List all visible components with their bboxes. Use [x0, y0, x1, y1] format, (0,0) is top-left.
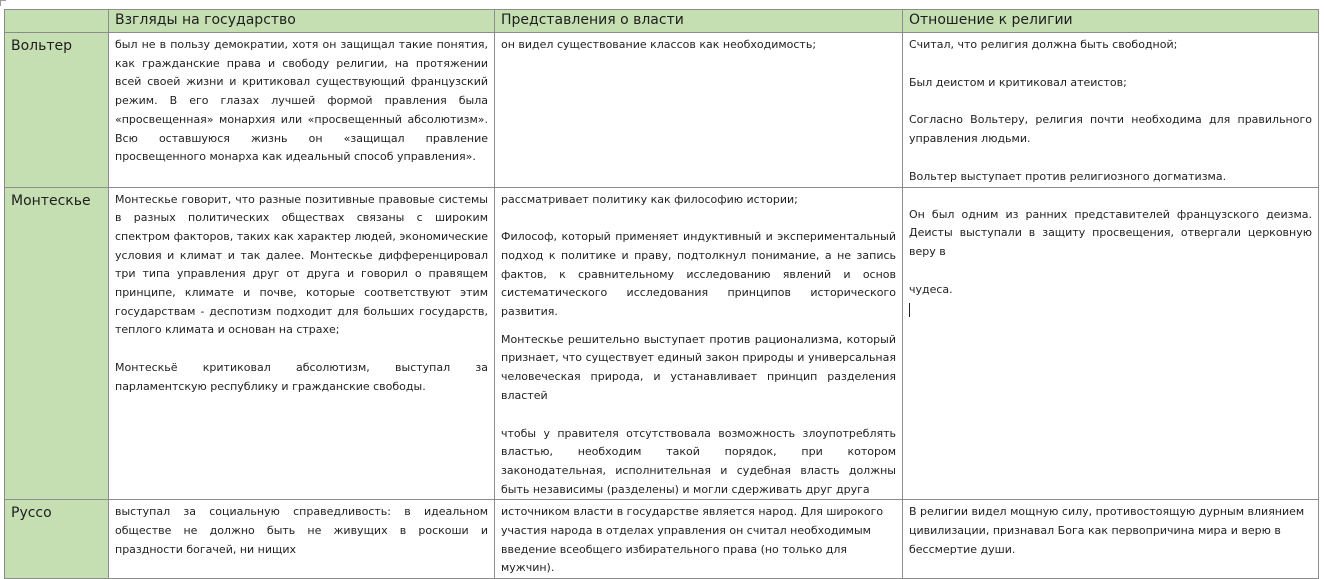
cell-paragraph: Вольтер выступает против религиозного догматизма.	[909, 169, 1227, 183]
philosophers-table	[4, 9, 1319, 579]
cell-rousseau-power[interactable]	[495, 500, 903, 579]
row-label-rousseau[interactable]: Руссо	[5, 500, 109, 579]
cell-voltaire-state[interactable]	[109, 33, 495, 188]
cell-voltaire-power[interactable]	[495, 33, 903, 188]
header-power-views[interactable]: Представления о власти	[495, 10, 903, 33]
cell-paragraph: чтобы у правителя отсутствовала возможность злоупотреблять властью, необходим такой порядок, при котором законодательная, исполнительная и судебная власть должны быть независимы (разделены) и могли сдерживать друг друга	[501, 426, 896, 496]
cell-paragraph: Монтескье говорит, что разные позитивные правовые системы в разных политических обществах связаны с широким спектром факторов, таких как характер людей, экономические условия и климат и так далее. Монтескье дифференцировал три типа управления друг от друга и говорил о правящем принципе, климате и почве, которые соответствуют этим государствам - деспотизм подходит для больших государств, теплого климата и основан на страхе;	[115, 192, 488, 337]
header-cell-empty[interactable]	[5, 10, 109, 33]
header-state-views[interactable]: Взгляды на государство	[109, 10, 495, 33]
page-corner-mark	[0, 0, 6, 6]
cell-montesquieu-religion[interactable]	[903, 187, 1319, 500]
cell-paragraph: Считал, что религия должна быть свободной;	[909, 38, 1178, 51]
header-religion-views[interactable]: Отношение к религии	[903, 10, 1319, 33]
cell-paragraph: чудеса.	[909, 282, 953, 296]
cell-montesquieu-power[interactable]	[495, 187, 903, 500]
cell-paragraph: Был деистом и критиковал атеистов;	[909, 75, 1127, 89]
cell-paragraph: рассматривает политику как философию истории;	[501, 192, 798, 206]
cell-paragraph: был не в пользу демократии, хотя он защищал такие понятия, как гражданские права и свободу религии, на протяжении всей своей жизни и критиковал существующий французский режим. В его глазах лучшей формой правления была «просвещенная» монархия или «просвещенный абсолютизм». Всю оставшуюся жизнь он «защищал правление просвещенного монарха как идеальный способ управления».	[115, 38, 488, 164]
cell-voltaire-religion[interactable]	[903, 33, 1319, 188]
cell-paragraph: Он был одним из ранних представителей французского деизма. Деисты выступали в защиту просвещения, отвергали церковную веру в	[909, 207, 1312, 258]
cell-paragraph: Монтескье решительно выступает против рационализма, который признает, что существует единый закон природы и универсальная человеческая природа, и устанавливает принцип разделения властей	[501, 332, 896, 402]
cell-paragraph: Философ, который применяет индуктивный и экспериментальный подход к политике и праву, подтолкнул понимание, а не запись фактов, к сравнительному исследованию явлений и основ систематического исследования принципов исторического развития.	[501, 230, 896, 319]
cell-rousseau-religion[interactable]	[903, 500, 1319, 579]
table-row	[5, 33, 1319, 188]
cell-paragraph: выступал за социальную справедливость: в идеальном обществе не должно быть не живущих в роскоши и праздности богачей, ни нищих	[115, 505, 488, 556]
cell-rousseau-state[interactable]	[109, 500, 495, 579]
cell-paragraph: источником власти в государстве является народ. Для широкого участия народа в отделах управления он считал необходимым введение всеобщего избирательного права (но только для мужчин).	[501, 505, 884, 575]
header-row	[5, 10, 1319, 33]
cell-paragraph: он видел существование классов как необходимость;	[501, 38, 817, 51]
cell-montesquieu-state[interactable]	[109, 187, 495, 500]
table-row	[5, 187, 1319, 500]
table-row	[5, 500, 1319, 579]
text-cursor	[909, 303, 910, 317]
cell-paragraph: В религии видел мощную силу, противостоящую дурным влиянием цивилизации, признавал Бога как первопричина мира и верю в бессмертие души.	[909, 505, 1305, 556]
row-label-montesquieu[interactable]: Монтескье	[5, 187, 109, 500]
row-label-voltaire[interactable]: Вольтер	[5, 33, 109, 188]
cell-paragraph: Согласно Вольтеру, религия почти необходима для правильного управления людьми.	[909, 113, 1312, 146]
cell-paragraph: Монтескьё критиковал абсолютизм, выступал за парламентскую республику и гражданские свободы.	[115, 361, 488, 393]
